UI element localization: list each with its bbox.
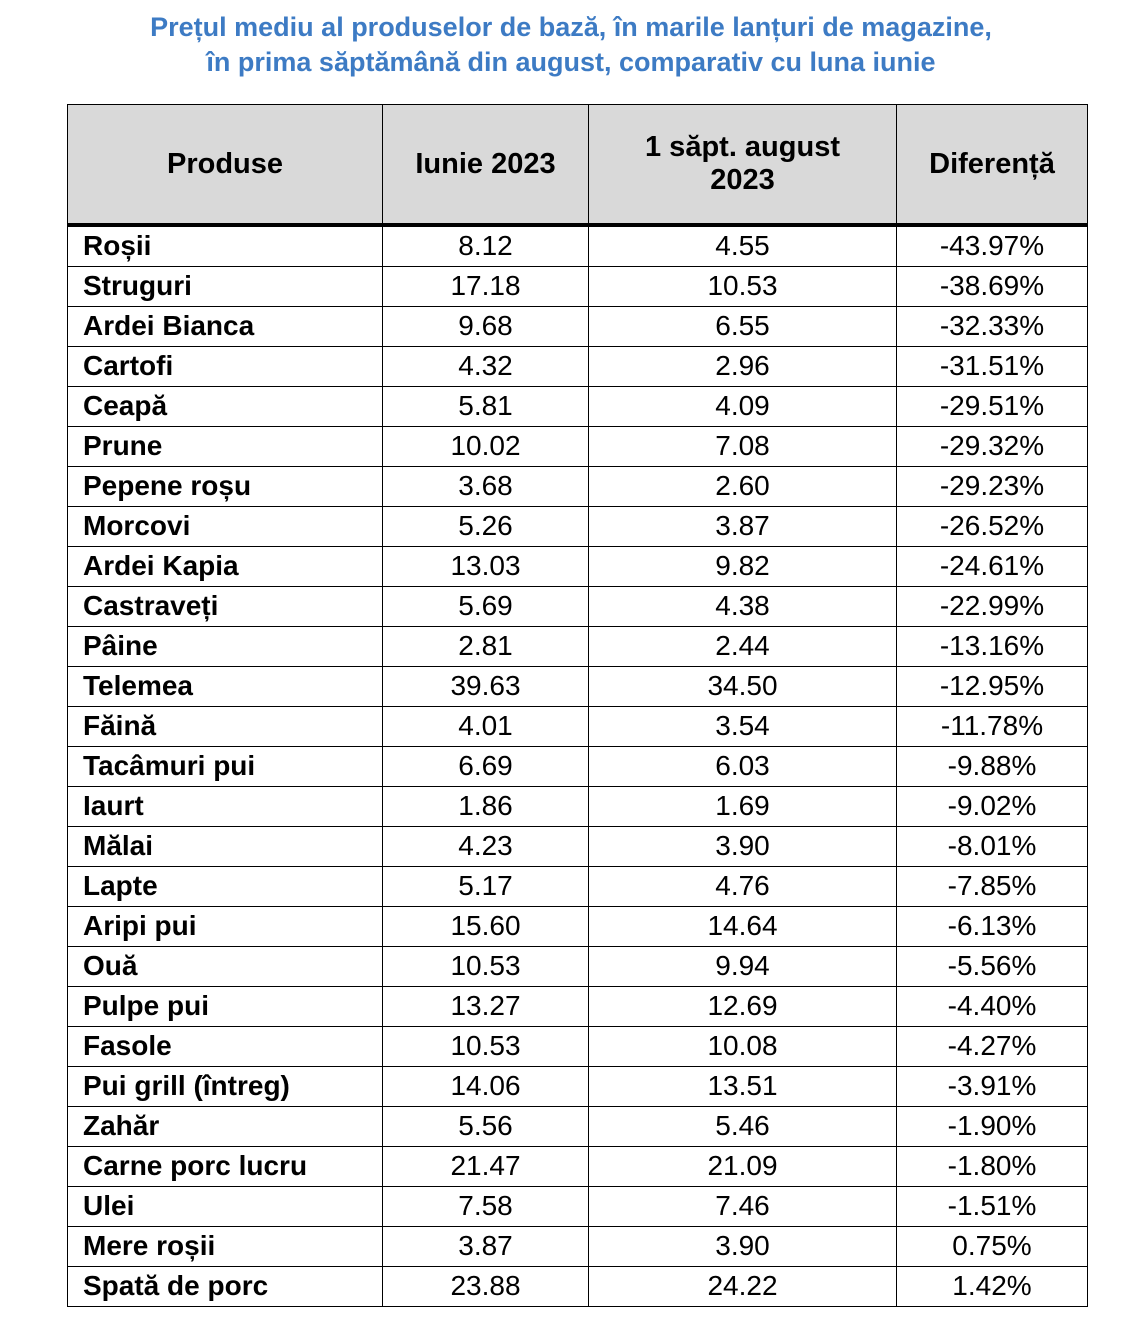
june-price-cell: 17.18 bbox=[383, 266, 589, 306]
august-price-cell: 13.51 bbox=[589, 1066, 897, 1106]
difference-cell: -32.33% bbox=[897, 306, 1088, 346]
title-line-2: în prima săptămână din august, comparativ cu luna iunie bbox=[206, 47, 936, 77]
difference-cell: -1.90% bbox=[897, 1106, 1088, 1146]
table-row bbox=[68, 906, 1088, 946]
table-row bbox=[68, 666, 1088, 706]
product-cell: Mălai bbox=[68, 826, 383, 866]
june-price-cell: 7.58 bbox=[383, 1186, 589, 1226]
product-cell: Pui grill (întreg) bbox=[68, 1066, 383, 1106]
august-price-cell: 12.69 bbox=[589, 986, 897, 1026]
june-price-cell: 1.86 bbox=[383, 786, 589, 826]
product-cell: Carne porc lucru bbox=[68, 1146, 383, 1186]
august-price-cell: 3.90 bbox=[589, 826, 897, 866]
table-row bbox=[68, 386, 1088, 426]
table-row bbox=[68, 546, 1088, 586]
table-row bbox=[68, 225, 1088, 266]
product-cell: Morcovi bbox=[68, 506, 383, 546]
difference-cell: -29.51% bbox=[897, 386, 1088, 426]
product-cell: Lapte bbox=[68, 866, 383, 906]
header-august-label: 1 săpt. august 2023 bbox=[645, 131, 840, 196]
table-row bbox=[68, 306, 1088, 346]
difference-cell: 0.75% bbox=[897, 1226, 1088, 1266]
august-price-cell: 2.96 bbox=[589, 346, 897, 386]
august-price-cell: 7.46 bbox=[589, 1186, 897, 1226]
august-price-cell: 24.22 bbox=[589, 1266, 897, 1306]
product-cell: Pulpe pui bbox=[68, 986, 383, 1026]
difference-cell: -4.27% bbox=[897, 1026, 1088, 1066]
august-price-cell: 4.76 bbox=[589, 866, 897, 906]
product-cell: Aripi pui bbox=[68, 906, 383, 946]
table-row bbox=[68, 1226, 1088, 1266]
june-price-cell: 13.03 bbox=[383, 546, 589, 586]
august-price-cell: 21.09 bbox=[589, 1146, 897, 1186]
june-price-cell: 13.27 bbox=[383, 986, 589, 1026]
difference-cell: -4.40% bbox=[897, 986, 1088, 1026]
august-price-cell: 9.94 bbox=[589, 946, 897, 986]
price-table bbox=[67, 104, 1088, 1307]
august-price-cell: 6.03 bbox=[589, 746, 897, 786]
product-cell: Roșii bbox=[68, 225, 383, 266]
difference-cell: -29.23% bbox=[897, 466, 1088, 506]
difference-cell: -1.51% bbox=[897, 1186, 1088, 1226]
june-price-cell: 5.26 bbox=[383, 506, 589, 546]
table-row bbox=[68, 426, 1088, 466]
august-price-cell: 4.38 bbox=[589, 586, 897, 626]
table-row bbox=[68, 1186, 1088, 1226]
difference-cell: -7.85% bbox=[897, 866, 1088, 906]
product-cell: Iaurt bbox=[68, 786, 383, 826]
product-cell: Făină bbox=[68, 706, 383, 746]
august-price-cell: 4.55 bbox=[589, 225, 897, 266]
august-price-cell: 1.69 bbox=[589, 786, 897, 826]
page-title bbox=[0, 10, 1130, 80]
table-row bbox=[68, 946, 1088, 986]
august-price-cell: 3.54 bbox=[589, 706, 897, 746]
table-row bbox=[68, 626, 1088, 666]
difference-cell: -12.95% bbox=[897, 666, 1088, 706]
product-cell: Ardei Kapia bbox=[68, 546, 383, 586]
table-row bbox=[68, 1066, 1088, 1106]
product-cell: Castraveți bbox=[68, 586, 383, 626]
august-price-cell: 3.87 bbox=[589, 506, 897, 546]
header-diff: Diferență bbox=[897, 105, 1088, 226]
june-price-cell: 3.87 bbox=[383, 1226, 589, 1266]
june-price-cell: 23.88 bbox=[383, 1266, 589, 1306]
difference-cell: -38.69% bbox=[897, 266, 1088, 306]
june-price-cell: 9.68 bbox=[383, 306, 589, 346]
title-line-1: Prețul mediu al produselor de bază, în marile lanțuri de magazine, bbox=[150, 12, 992, 42]
product-cell: Struguri bbox=[68, 266, 383, 306]
june-price-cell: 10.53 bbox=[383, 946, 589, 986]
header-june: Iunie 2023 bbox=[383, 105, 589, 226]
june-price-cell: 5.69 bbox=[383, 586, 589, 626]
difference-cell: -22.99% bbox=[897, 586, 1088, 626]
difference-cell: -43.97% bbox=[897, 225, 1088, 266]
august-price-cell: 3.90 bbox=[589, 1226, 897, 1266]
difference-cell: -29.32% bbox=[897, 426, 1088, 466]
table-body bbox=[68, 225, 1088, 1306]
table-row bbox=[68, 746, 1088, 786]
table-row bbox=[68, 1106, 1088, 1146]
june-price-cell: 5.17 bbox=[383, 866, 589, 906]
difference-cell: -3.91% bbox=[897, 1066, 1088, 1106]
table-row bbox=[68, 1266, 1088, 1306]
product-cell: Zahăr bbox=[68, 1106, 383, 1146]
august-price-cell: 5.46 bbox=[589, 1106, 897, 1146]
august-price-cell: 2.60 bbox=[589, 466, 897, 506]
product-cell: Telemea bbox=[68, 666, 383, 706]
table-row bbox=[68, 786, 1088, 826]
table-row bbox=[68, 266, 1088, 306]
product-cell: Pâine bbox=[68, 626, 383, 666]
table-header-row bbox=[68, 105, 1088, 226]
product-cell: Fasole bbox=[68, 1026, 383, 1066]
june-price-cell: 4.23 bbox=[383, 826, 589, 866]
difference-cell: -9.02% bbox=[897, 786, 1088, 826]
august-price-cell: 2.44 bbox=[589, 626, 897, 666]
august-price-cell: 10.08 bbox=[589, 1026, 897, 1066]
august-price-cell: 34.50 bbox=[589, 666, 897, 706]
difference-cell: -31.51% bbox=[897, 346, 1088, 386]
header-product: Produse bbox=[68, 105, 383, 226]
product-cell: Spată de porc bbox=[68, 1266, 383, 1306]
product-cell: Cartofi bbox=[68, 346, 383, 386]
product-cell: Tacâmuri pui bbox=[68, 746, 383, 786]
table-row bbox=[68, 466, 1088, 506]
difference-cell: -11.78% bbox=[897, 706, 1088, 746]
table-row bbox=[68, 986, 1088, 1026]
june-price-cell: 10.02 bbox=[383, 426, 589, 466]
june-price-cell: 5.56 bbox=[383, 1106, 589, 1146]
august-price-cell: 9.82 bbox=[589, 546, 897, 586]
june-price-cell: 15.60 bbox=[383, 906, 589, 946]
june-price-cell: 21.47 bbox=[383, 1146, 589, 1186]
difference-cell: -5.56% bbox=[897, 946, 1088, 986]
table-row bbox=[68, 1026, 1088, 1066]
june-price-cell: 6.69 bbox=[383, 746, 589, 786]
august-price-cell: 14.64 bbox=[589, 906, 897, 946]
june-price-cell: 4.32 bbox=[383, 346, 589, 386]
table-row bbox=[68, 1146, 1088, 1186]
product-cell: Ceapă bbox=[68, 386, 383, 426]
difference-cell: -9.88% bbox=[897, 746, 1088, 786]
product-cell: Ouă bbox=[68, 946, 383, 986]
table-row bbox=[68, 826, 1088, 866]
difference-cell: -24.61% bbox=[897, 546, 1088, 586]
table-row bbox=[68, 706, 1088, 746]
difference-cell: 1.42% bbox=[897, 1266, 1088, 1306]
table-row bbox=[68, 586, 1088, 626]
june-price-cell: 14.06 bbox=[383, 1066, 589, 1106]
header-august bbox=[589, 105, 897, 226]
product-cell: Prune bbox=[68, 426, 383, 466]
august-price-cell: 10.53 bbox=[589, 266, 897, 306]
table-row bbox=[68, 866, 1088, 906]
table-row bbox=[68, 506, 1088, 546]
difference-cell: -26.52% bbox=[897, 506, 1088, 546]
table-row bbox=[68, 346, 1088, 386]
product-cell: Mere roșii bbox=[68, 1226, 383, 1266]
august-price-cell: 6.55 bbox=[589, 306, 897, 346]
june-price-cell: 2.81 bbox=[383, 626, 589, 666]
august-price-cell: 4.09 bbox=[589, 386, 897, 426]
difference-cell: -13.16% bbox=[897, 626, 1088, 666]
difference-cell: -8.01% bbox=[897, 826, 1088, 866]
june-price-cell: 4.01 bbox=[383, 706, 589, 746]
june-price-cell: 5.81 bbox=[383, 386, 589, 426]
product-cell: Pepene roșu bbox=[68, 466, 383, 506]
june-price-cell: 39.63 bbox=[383, 666, 589, 706]
june-price-cell: 3.68 bbox=[383, 466, 589, 506]
difference-cell: -1.80% bbox=[897, 1146, 1088, 1186]
june-price-cell: 8.12 bbox=[383, 225, 589, 266]
august-price-cell: 7.08 bbox=[589, 426, 897, 466]
product-cell: Ulei bbox=[68, 1186, 383, 1226]
product-cell: Ardei Bianca bbox=[68, 306, 383, 346]
difference-cell: -6.13% bbox=[897, 906, 1088, 946]
june-price-cell: 10.53 bbox=[383, 1026, 589, 1066]
